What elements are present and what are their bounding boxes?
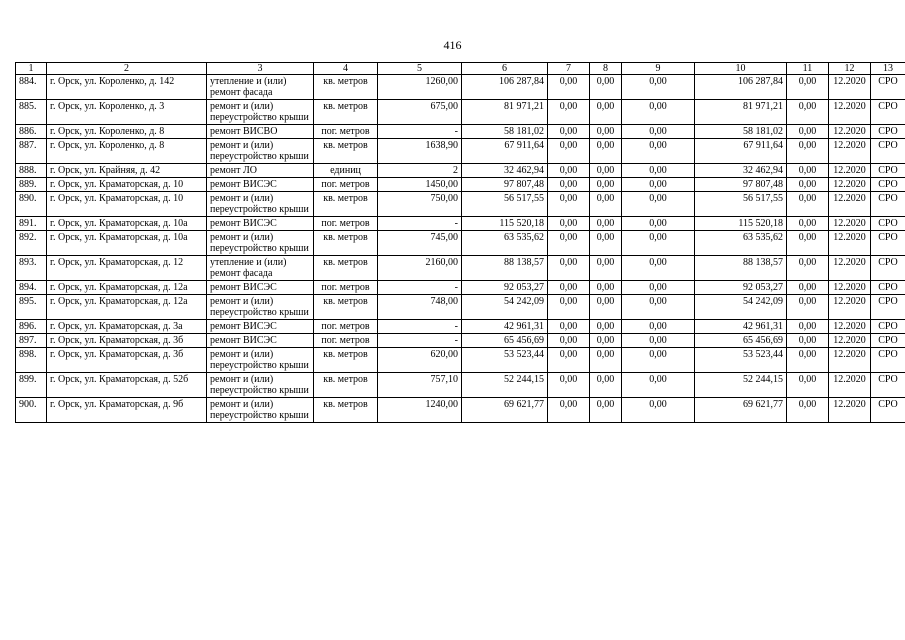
cell-address: г. Орск, ул. Краматорская, д. 9б	[47, 398, 207, 423]
cell-col-8: 0,00	[590, 139, 622, 164]
cell-col-9: 0,00	[622, 125, 695, 139]
cell-cost-total: 81 971,21	[462, 100, 548, 125]
cell-col-8: 0,00	[590, 231, 622, 256]
cell-col-8: 0,00	[590, 164, 622, 178]
cell-col-7: 0,00	[548, 295, 590, 320]
cell-col-9: 0,00	[622, 256, 695, 281]
cell-address: г. Орск, ул. Краматорская, д. 12а	[47, 281, 207, 295]
cell-unit: кв. метров	[314, 100, 378, 125]
cell-row-number: 885.	[16, 100, 47, 125]
cell-deadline: 12.2020	[829, 125, 871, 139]
cell-col-8: 0,00	[590, 217, 622, 231]
cell-deadline: 12.2020	[829, 217, 871, 231]
cell-row-number: 893.	[16, 256, 47, 281]
cell-unit: кв. метров	[314, 398, 378, 423]
cell-col-10: 88 138,57	[695, 256, 787, 281]
cell-deadline: 12.2020	[829, 348, 871, 373]
cell-unit: пог. метров	[314, 281, 378, 295]
cell-address: г. Орск, ул. Краматорская, д. 3б	[47, 348, 207, 373]
cell-col-9: 0,00	[622, 164, 695, 178]
cell-deadline: 12.2020	[829, 373, 871, 398]
cell-work-type: ремонт ВИСВО	[207, 125, 314, 139]
cell-col-10: 58 181,02	[695, 125, 787, 139]
cell-row-number: 894.	[16, 281, 47, 295]
cell-deadline: 12.2020	[829, 100, 871, 125]
cell-col-10: 97 807,48	[695, 178, 787, 192]
cell-unit: кв. метров	[314, 192, 378, 217]
cell-col-10: 32 462,94	[695, 164, 787, 178]
cell-work-type: утепление и (или) ремонт фасада	[207, 75, 314, 100]
cell-volume: 1450,00	[378, 178, 462, 192]
cell-col-10: 56 517,55	[695, 192, 787, 217]
cell-deadline: 12.2020	[829, 281, 871, 295]
cell-deadline: 12.2020	[829, 398, 871, 423]
cell-unit: кв. метров	[314, 231, 378, 256]
header-row	[16, 63, 905, 75]
cell-address: г. Орск, ул. Короленко, д. 3	[47, 100, 207, 125]
cell-col-11: 0,00	[787, 217, 829, 231]
cell-row-number: 898.	[16, 348, 47, 373]
cell-method: СРО	[871, 320, 905, 334]
cell-cost-total: 63 535,62	[462, 231, 548, 256]
cell-method: СРО	[871, 398, 905, 423]
cell-row-number: 899.	[16, 373, 47, 398]
cell-work-type: ремонт ВИСЭС	[207, 281, 314, 295]
column-header: 1	[16, 63, 47, 75]
cell-deadline: 12.2020	[829, 75, 871, 100]
cell-cost-total: 67 911,64	[462, 139, 548, 164]
cell-work-type: ремонт ВИСЭС	[207, 178, 314, 192]
cell-col-8: 0,00	[590, 334, 622, 348]
cell-col-10: 92 053,27	[695, 281, 787, 295]
cell-method: СРО	[871, 231, 905, 256]
cell-col-10: 52 244,15	[695, 373, 787, 398]
table-row	[16, 192, 905, 217]
table-row	[16, 334, 905, 348]
cell-address: г. Орск, ул. Краматорская, д. 3б	[47, 334, 207, 348]
cell-volume: 1638,90	[378, 139, 462, 164]
cell-unit: пог. метров	[314, 334, 378, 348]
cell-method: СРО	[871, 295, 905, 320]
cell-col-7: 0,00	[548, 217, 590, 231]
cell-address: г. Орск, ул. Краматорская, д. 10а	[47, 217, 207, 231]
column-header: 7	[548, 63, 590, 75]
cell-cost-total: 65 456,69	[462, 334, 548, 348]
cell-row-number: 887.	[16, 139, 47, 164]
cell-volume: -	[378, 125, 462, 139]
cell-col-8: 0,00	[590, 295, 622, 320]
cell-col-7: 0,00	[548, 281, 590, 295]
cell-work-type: ремонт и (или) переустройство крыши	[207, 295, 314, 320]
cell-col-7: 0,00	[548, 398, 590, 423]
cell-cost-total: 97 807,48	[462, 178, 548, 192]
cell-cost-total: 69 621,77	[462, 398, 548, 423]
cell-volume: 748,00	[378, 295, 462, 320]
cell-col-9: 0,00	[622, 100, 695, 125]
cell-col-7: 0,00	[548, 373, 590, 398]
cell-method: СРО	[871, 217, 905, 231]
table-row	[16, 164, 905, 178]
cell-volume: -	[378, 334, 462, 348]
cell-cost-total: 106 287,84	[462, 75, 548, 100]
cell-work-type: ремонт ВИСЭС	[207, 320, 314, 334]
cell-method: СРО	[871, 334, 905, 348]
table-row	[16, 100, 905, 125]
cell-col-11: 0,00	[787, 231, 829, 256]
cell-col-11: 0,00	[787, 100, 829, 125]
table-row	[16, 295, 905, 320]
column-header: 10	[695, 63, 787, 75]
cell-deadline: 12.2020	[829, 320, 871, 334]
table-row	[16, 75, 905, 100]
cell-col-9: 0,00	[622, 231, 695, 256]
cell-address: г. Орск, ул. Краматорская, д. 10а	[47, 231, 207, 256]
cell-unit: пог. метров	[314, 178, 378, 192]
cell-col-8: 0,00	[590, 348, 622, 373]
cell-col-11: 0,00	[787, 178, 829, 192]
cell-cost-total: 42 961,31	[462, 320, 548, 334]
cell-col-8: 0,00	[590, 125, 622, 139]
cell-method: СРО	[871, 373, 905, 398]
cell-col-8: 0,00	[590, 320, 622, 334]
cell-row-number: 900.	[16, 398, 47, 423]
cell-col-11: 0,00	[787, 164, 829, 178]
table-row	[16, 256, 905, 281]
cell-col-9: 0,00	[622, 75, 695, 100]
cell-deadline: 12.2020	[829, 295, 871, 320]
column-header: 2	[47, 63, 207, 75]
cell-cost-total: 53 523,44	[462, 348, 548, 373]
cell-work-type: ремонт и (или) переустройство крыши	[207, 348, 314, 373]
cell-col-10: 67 911,64	[695, 139, 787, 164]
cell-col-11: 0,00	[787, 334, 829, 348]
cell-row-number: 897.	[16, 334, 47, 348]
column-header: 8	[590, 63, 622, 75]
cell-col-11: 0,00	[787, 192, 829, 217]
cell-col-8: 0,00	[590, 398, 622, 423]
cell-unit: кв. метров	[314, 75, 378, 100]
cell-cost-total: 52 244,15	[462, 373, 548, 398]
cell-unit: кв. метров	[314, 373, 378, 398]
cell-col-7: 0,00	[548, 256, 590, 281]
cell-method: СРО	[871, 75, 905, 100]
cell-method: СРО	[871, 125, 905, 139]
cell-col-10: 54 242,09	[695, 295, 787, 320]
table-row	[16, 348, 905, 373]
cell-row-number: 891.	[16, 217, 47, 231]
cell-deadline: 12.2020	[829, 256, 871, 281]
cell-volume: 675,00	[378, 100, 462, 125]
cell-method: СРО	[871, 164, 905, 178]
cell-deadline: 12.2020	[829, 139, 871, 164]
cell-deadline: 12.2020	[829, 334, 871, 348]
cell-unit: кв. метров	[314, 348, 378, 373]
table-row	[16, 281, 905, 295]
cell-deadline: 12.2020	[829, 231, 871, 256]
cell-unit: пог. метров	[314, 320, 378, 334]
cell-col-8: 0,00	[590, 281, 622, 295]
cell-volume: 1240,00	[378, 398, 462, 423]
cell-unit: кв. метров	[314, 139, 378, 164]
cell-col-7: 0,00	[548, 231, 590, 256]
cell-col-7: 0,00	[548, 75, 590, 100]
cell-row-number: 895.	[16, 295, 47, 320]
cell-volume: 745,00	[378, 231, 462, 256]
cell-col-11: 0,00	[787, 256, 829, 281]
cell-col-11: 0,00	[787, 281, 829, 295]
cell-cost-total: 115 520,18	[462, 217, 548, 231]
cell-col-7: 0,00	[548, 139, 590, 164]
cell-method: СРО	[871, 192, 905, 217]
cell-col-9: 0,00	[622, 178, 695, 192]
table-header	[16, 63, 905, 75]
cell-volume: 620,00	[378, 348, 462, 373]
cell-address: г. Орск, ул. Короленко, д. 8	[47, 139, 207, 164]
cell-col-11: 0,00	[787, 139, 829, 164]
cell-col-8: 0,00	[590, 192, 622, 217]
cell-row-number: 892.	[16, 231, 47, 256]
table-body	[16, 75, 905, 423]
table-row	[16, 398, 905, 423]
cell-address: г. Орск, ул. Краматорская, д. 3а	[47, 320, 207, 334]
cell-col-11: 0,00	[787, 75, 829, 100]
cell-deadline: 12.2020	[829, 192, 871, 217]
cell-col-8: 0,00	[590, 178, 622, 192]
table-row	[16, 320, 905, 334]
cell-address: г. Орск, ул. Краматорская, д. 12	[47, 256, 207, 281]
cell-col-7: 0,00	[548, 192, 590, 217]
column-header: 5	[378, 63, 462, 75]
cell-method: СРО	[871, 348, 905, 373]
column-header: 6	[462, 63, 548, 75]
cell-col-10: 63 535,62	[695, 231, 787, 256]
cell-col-11: 0,00	[787, 320, 829, 334]
cell-col-10: 53 523,44	[695, 348, 787, 373]
cell-work-type: ремонт и (или) переустройство крыши	[207, 373, 314, 398]
cell-col-11: 0,00	[787, 373, 829, 398]
column-header: 9	[622, 63, 695, 75]
cell-work-type: ремонт и (или) переустройство крыши	[207, 100, 314, 125]
table-row	[16, 373, 905, 398]
cell-col-11: 0,00	[787, 295, 829, 320]
cell-volume: 2	[378, 164, 462, 178]
cell-method: СРО	[871, 100, 905, 125]
table-row	[16, 217, 905, 231]
cell-work-type: ремонт и (или) переустройство крыши	[207, 139, 314, 164]
cell-work-type: ремонт и (или) переустройство крыши	[207, 398, 314, 423]
cell-col-11: 0,00	[787, 398, 829, 423]
cell-address: г. Орск, ул. Краматорская, д. 52б	[47, 373, 207, 398]
cell-col-9: 0,00	[622, 320, 695, 334]
cell-volume: 750,00	[378, 192, 462, 217]
cell-row-number: 896.	[16, 320, 47, 334]
cell-col-10: 106 287,84	[695, 75, 787, 100]
cell-col-7: 0,00	[548, 334, 590, 348]
table-row	[16, 139, 905, 164]
cell-volume: -	[378, 320, 462, 334]
cell-method: СРО	[871, 178, 905, 192]
cell-volume: 2160,00	[378, 256, 462, 281]
cell-col-7: 0,00	[548, 164, 590, 178]
column-header: 13	[871, 63, 905, 75]
cell-deadline: 12.2020	[829, 178, 871, 192]
cell-row-number: 884.	[16, 75, 47, 100]
cell-col-10: 81 971,21	[695, 100, 787, 125]
repair-registry-table	[15, 62, 905, 423]
cell-cost-total: 88 138,57	[462, 256, 548, 281]
cell-col-8: 0,00	[590, 75, 622, 100]
cell-deadline: 12.2020	[829, 164, 871, 178]
column-header: 4	[314, 63, 378, 75]
cell-unit: пог. метров	[314, 217, 378, 231]
cell-unit: единиц	[314, 164, 378, 178]
cell-method: СРО	[871, 256, 905, 281]
cell-col-8: 0,00	[590, 373, 622, 398]
table-row	[16, 178, 905, 192]
cell-col-9: 0,00	[622, 295, 695, 320]
column-header: 11	[787, 63, 829, 75]
cell-cost-total: 54 242,09	[462, 295, 548, 320]
table-row	[16, 231, 905, 256]
cell-work-type: ремонт ВИСЭС	[207, 217, 314, 231]
cell-address: г. Орск, ул. Краматорская, д. 10	[47, 178, 207, 192]
cell-col-11: 0,00	[787, 348, 829, 373]
cell-col-11: 0,00	[787, 125, 829, 139]
cell-row-number: 888.	[16, 164, 47, 178]
cell-row-number: 890.	[16, 192, 47, 217]
cell-volume: -	[378, 217, 462, 231]
cell-col-9: 0,00	[622, 281, 695, 295]
cell-address: г. Орск, ул. Короленко, д. 8	[47, 125, 207, 139]
cell-col-9: 0,00	[622, 334, 695, 348]
cell-col-9: 0,00	[622, 217, 695, 231]
cell-address: г. Орск, ул. Краматорская, д. 12а	[47, 295, 207, 320]
cell-work-type: ремонт ВИСЭС	[207, 334, 314, 348]
cell-col-10: 42 961,31	[695, 320, 787, 334]
cell-col-8: 0,00	[590, 100, 622, 125]
cell-address: г. Орск, ул. Краматорская, д. 10	[47, 192, 207, 217]
cell-work-type: утепление и (или) ремонт фасада	[207, 256, 314, 281]
cell-cost-total: 58 181,02	[462, 125, 548, 139]
cell-work-type: ремонт ЛО	[207, 164, 314, 178]
table-row	[16, 125, 905, 139]
cell-col-9: 0,00	[622, 373, 695, 398]
cell-col-7: 0,00	[548, 125, 590, 139]
page-number: 416	[443, 38, 462, 52]
cell-row-number: 886.	[16, 125, 47, 139]
cell-col-10: 65 456,69	[695, 334, 787, 348]
cell-address: г. Орск, ул. Короленко, д. 142	[47, 75, 207, 100]
cell-cost-total: 56 517,55	[462, 192, 548, 217]
cell-address: г. Орск, ул. Крайняя, д. 42	[47, 164, 207, 178]
cell-col-9: 0,00	[622, 398, 695, 423]
cell-col-7: 0,00	[548, 348, 590, 373]
cell-col-7: 0,00	[548, 178, 590, 192]
cell-col-10: 115 520,18	[695, 217, 787, 231]
cell-volume: 757,10	[378, 373, 462, 398]
cell-unit: пог. метров	[314, 125, 378, 139]
cell-method: СРО	[871, 139, 905, 164]
cell-col-7: 0,00	[548, 100, 590, 125]
cell-cost-total: 92 053,27	[462, 281, 548, 295]
cell-volume: 1260,00	[378, 75, 462, 100]
cell-method: СРО	[871, 281, 905, 295]
cell-col-9: 0,00	[622, 192, 695, 217]
cell-col-7: 0,00	[548, 320, 590, 334]
cell-row-number: 889.	[16, 178, 47, 192]
cell-col-9: 0,00	[622, 139, 695, 164]
cell-work-type: ремонт и (или) переустройство крыши	[207, 231, 314, 256]
cell-unit: кв. метров	[314, 295, 378, 320]
cell-col-8: 0,00	[590, 256, 622, 281]
column-header: 3	[207, 63, 314, 75]
cell-col-9: 0,00	[622, 348, 695, 373]
cell-cost-total: 32 462,94	[462, 164, 548, 178]
cell-col-10: 69 621,77	[695, 398, 787, 423]
column-header: 12	[829, 63, 871, 75]
cell-volume: -	[378, 281, 462, 295]
cell-work-type: ремонт и (или) переустройство крыши	[207, 192, 314, 217]
cell-unit: кв. метров	[314, 256, 378, 281]
